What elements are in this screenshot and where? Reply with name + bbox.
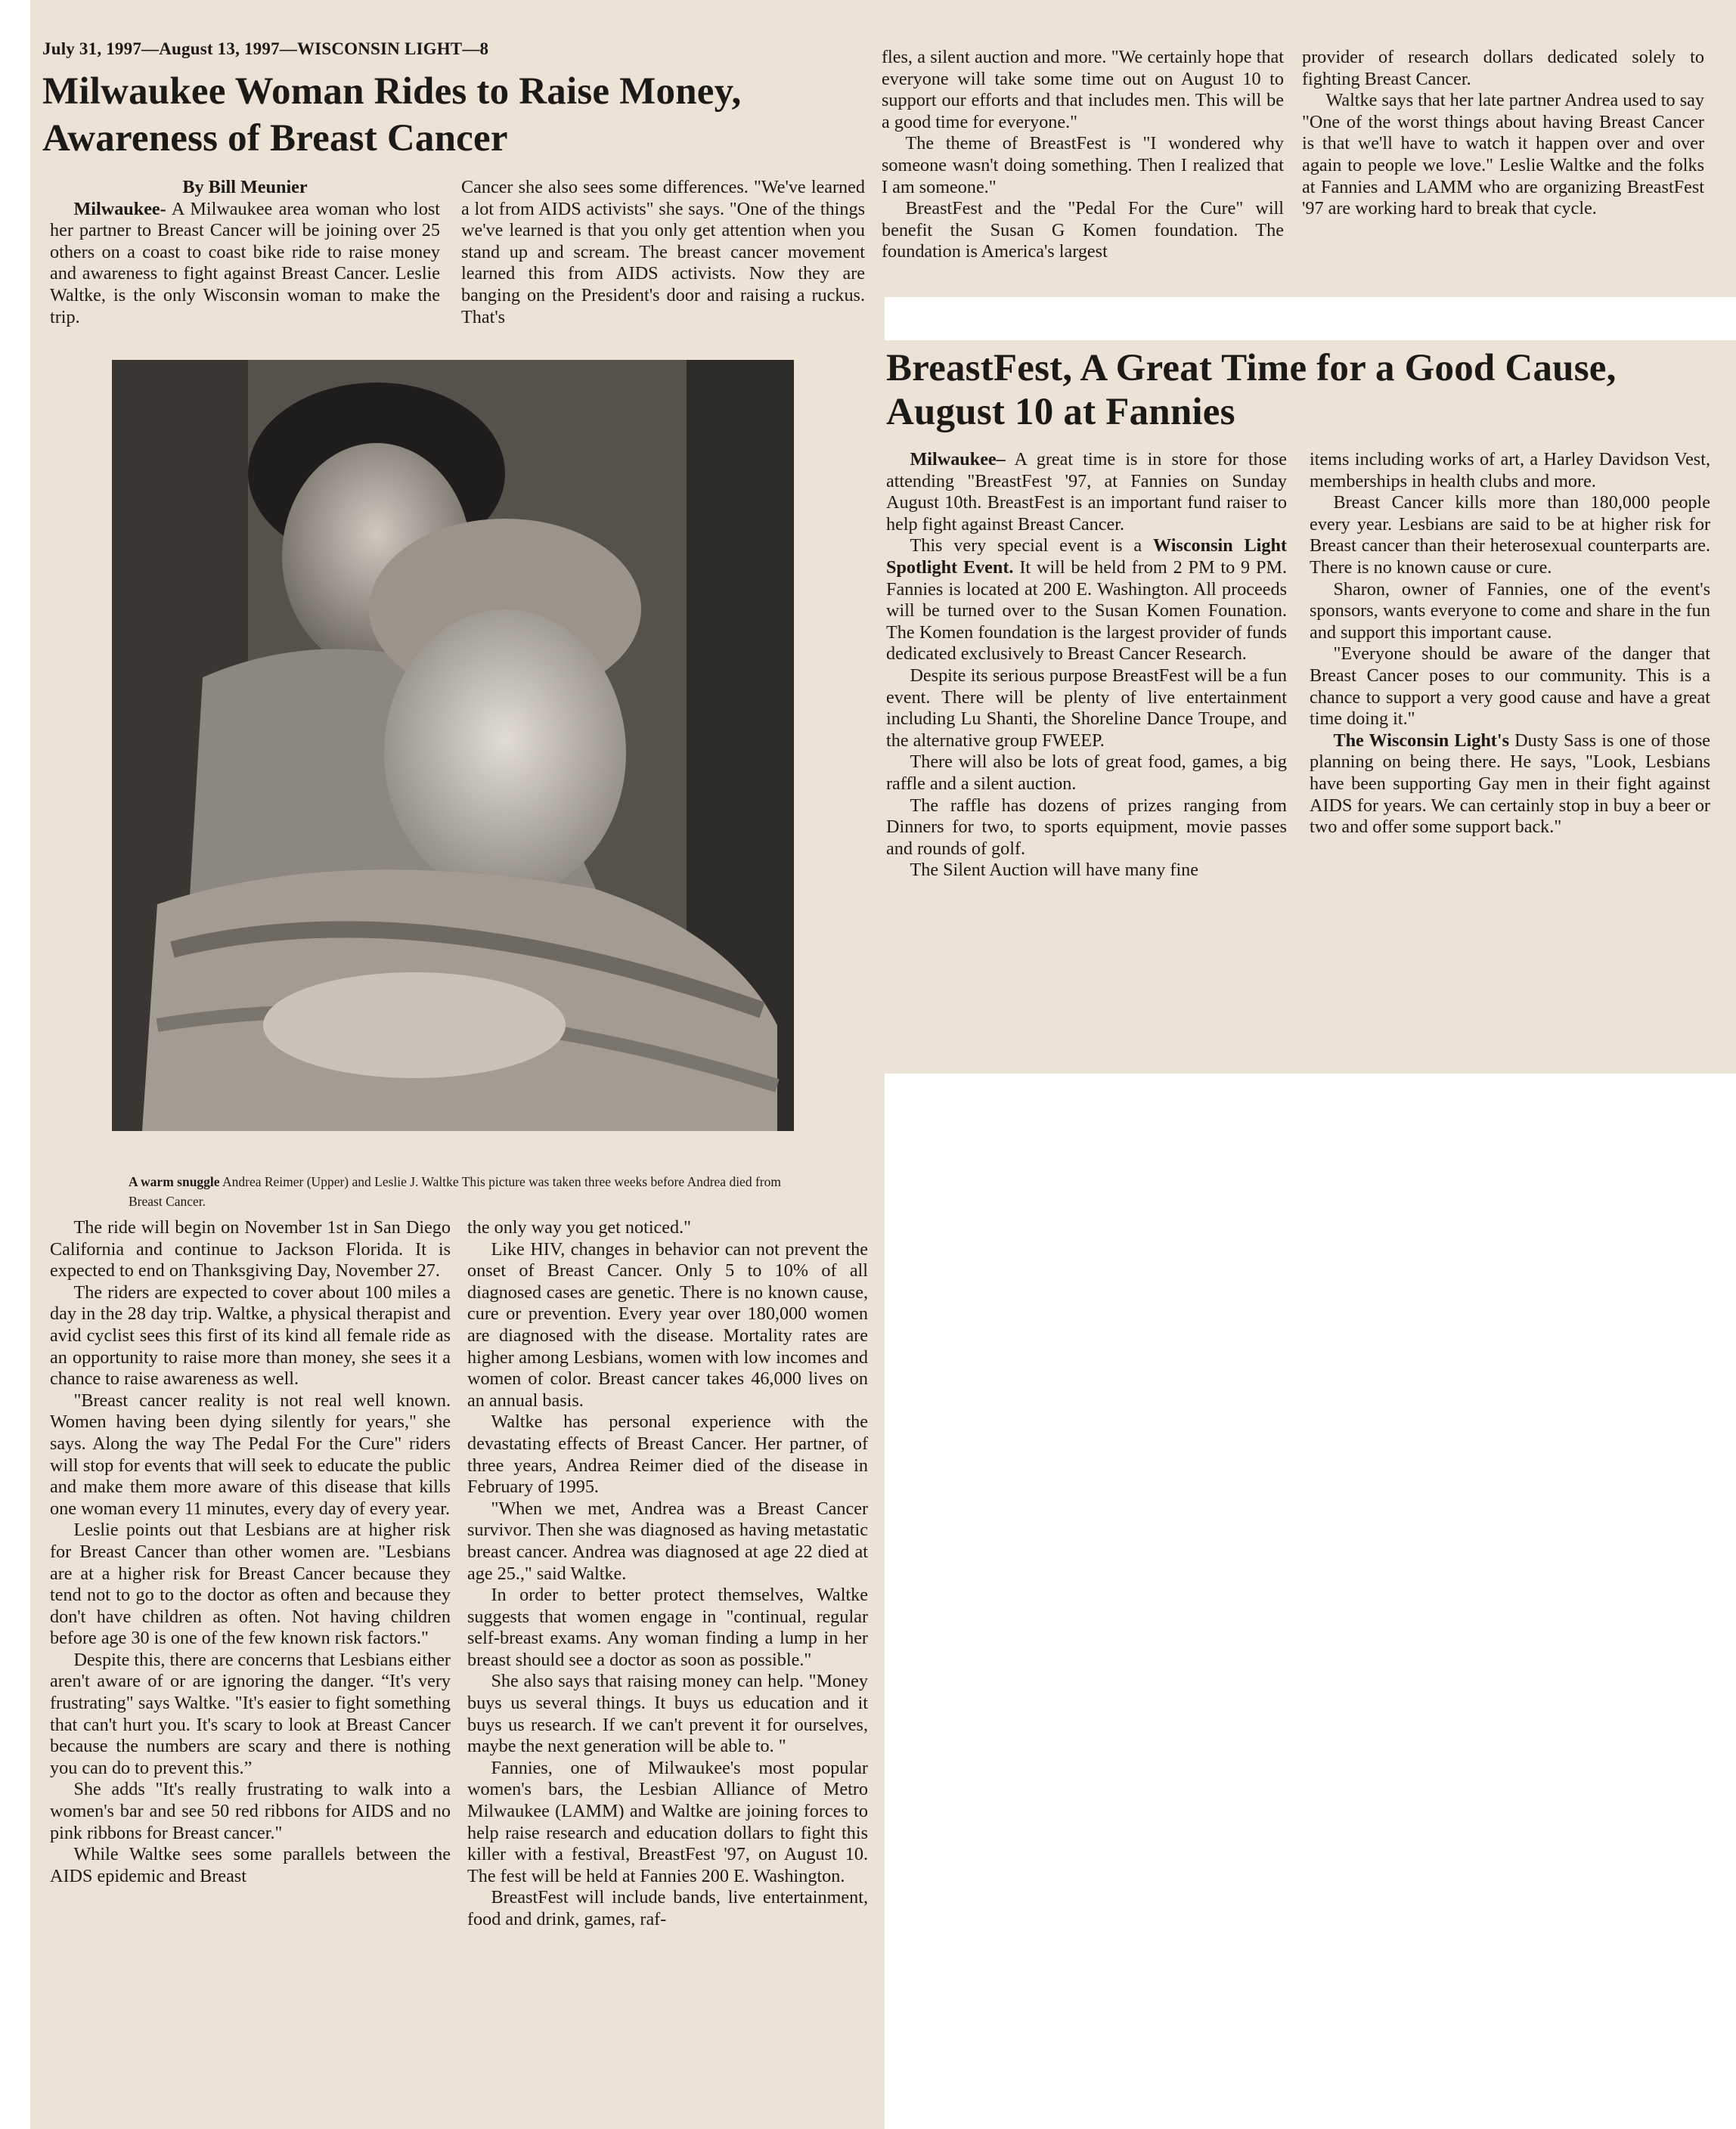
- article-headline: [42, 70, 874, 160]
- paragraph: Waltke has personal experience with the devastating effects of Breast Cancer. Her partner, of three years, Andrea Reimer died of the disease in February of 1995.: [467, 1412, 868, 1498]
- page-header: July 31, 1997—August 13, 1997—WISCONSIN LIGHT—8: [42, 39, 489, 58]
- paragraph: Fannies, one of Milwaukee's most popular women's bars, the Lesbian Alliance of Metro Milwaukee (LAMM) and Waltke are joining forces to help raise research and education dollars to fight this killer with a festival, BreastFest '97, on August 10. The fest will be held at Fannies 200 E. Washington.: [467, 1757, 868, 1886]
- paragraph: Cancer she also sees some differences. "We've learned a lot from AIDS activists" she says. "One of the things we've learned is that you only get attention when you stand up and scream. The breast cancer movement learned this from AIDS activists. Now they are banging on the President's door and raising a ruckus. That's: [461, 177, 865, 327]
- paragraph: Despite this, there are concerns that Lesbians either aren't aware of or are ignoring the danger. “It's very frustrating" says Waltke. "It's easier to fight something that can't hurt you. It's scary to look at Breast Cancer because the numbers are scary and there is nothing you can do to prevent this.”: [50, 1649, 451, 1778]
- paragraph: The theme of BreastFest is "I wondered why someone wasn't doing something. Then I realized that I am someone.": [882, 133, 1284, 197]
- photo-caption: [129, 1172, 809, 1211]
- dateline: Milwaukee-: [73, 198, 166, 219]
- spotlight-event: Wisconsin Light Spotlight Event.: [886, 535, 1287, 578]
- paragraph: Milwaukee– A great time is in store for those attending "BreastFest '97, at Fannies on Sunday August 10th. BreastFest is an important fund raiser to help fight against Breast Cancer.: [886, 449, 1287, 535]
- paragraph: Leslie points out that Lesbians are at higher risk for Breast Cancer than other women are. "Lesbians are at a higher risk for Breast Cancer because they tend not to go to the doctor as often and because they don't have children as often. Not having children before age 30 is one of the few known risk factors.": [50, 1520, 451, 1649]
- publication-name: The Wisconsin Light's: [1333, 730, 1509, 751]
- paragraph: She adds "It's really frustrating to walk into a women's bar and see 50 red ribbons for AIDS and no pink ribbons for Breast cancer.": [50, 1779, 451, 1843]
- headline-line-1: Milwaukee Woman Rides to Raise Money,: [42, 70, 742, 113]
- article-col3: [882, 47, 1284, 263]
- paragraph: the only way you get noticed.": [467, 1217, 692, 1238]
- photo-illustration: [112, 360, 794, 1131]
- paragraph: items including works of art, a Harley Davidson Vest, memberships in health clubs and more.: [1310, 449, 1710, 491]
- paragraph: Breast Cancer kills more than 180,000 people every year. Lesbians are said to be at higher risk for Breast cancer than their heterosexual counterparts are. There is no known cause or cure.: [1310, 492, 1710, 578]
- paragraph: Sharon, owner of Fannies, one of the event's sponsors, wants everyone to come and share in the fun and support this important cause.: [1310, 578, 1710, 643]
- byline: By Bill Meunier: [182, 177, 308, 197]
- article-col1-top: [50, 177, 440, 328]
- headline-line-2: Awareness of Breast Cancer: [42, 117, 508, 160]
- caption-lead: A warm snuggle: [129, 1174, 220, 1189]
- caption-text: Andrea Reimer (Upper) and Leslie J. Waltke This picture was taken three weeks before Andrea died from Breast Cancer.: [129, 1174, 781, 1209]
- paragraph: The raffle has dozens of prizes ranging from Dinners for two, to sports equipment, movie passes and rounds of golf.: [886, 795, 1287, 859]
- article-col2-bottom: [467, 1217, 868, 1931]
- photo-andrea-leslie: [112, 360, 794, 1131]
- paragraph: She also says that raising money can help. "Money buys us several things. It buys us education and it buys us research. If we can't prevent it for ourselves, maybe the next generation will be able to. ": [467, 1671, 868, 1757]
- paragraph: The Wisconsin Light's Dusty Sass is one of those planning on being there. He says, "Look, Lesbians have been supporting Gay men in their fight against AIDS for years. We can certainly stop in buy a beer or two and offer some support back.": [1310, 730, 1711, 838]
- paragraph: The riders are expected to cover about 100 miles a day in the 28 day trip. Waltke, a physical therapist and avid cyclist sees this first of its kind all female ride as an opportunity to raise more than money, she sees it a chance to raise awareness as well.: [50, 1281, 451, 1390]
- article-col2-top: [461, 177, 865, 328]
- paragraph: BreastFest and the "Pedal For the Cure" will benefit the Susan G Komen foundation. The foundation is America's largest: [882, 198, 1284, 262]
- paragraph: Milwaukee- A Milwaukee area woman who lost her partner to Breast Cancer will be joining over 25 others on a coast to coast bike ride to raise money and awareness to fight against Breast Cancer. Leslie Waltke, is the only Wisconsin woman to make the trip.: [50, 198, 440, 327]
- paragraph: There will also be lots of great food, games, a big raffle and a silent auction.: [886, 752, 1287, 794]
- paragraph: Like HIV, changes in behavior can not prevent the onset of Breast Cancer. Only 5 to 10% of all diagnosed cases are genetic. There is no known cause, cure or prevention. Every year over 180,000 women are diagnosed with the disease. Mortality rates are higher among Lesbians, women with low incomes and women of color. Breast cancer takes 46,000 lives on an annual basis.: [467, 1238, 868, 1411]
- paragraph: In order to better protect themselves, Waltke suggests that women engage in "continual, regular self-breast exams. Any woman finding a lump in her breast should see a doctor as soon as possible.": [467, 1585, 868, 1670]
- headline-line-2: August 10 at Fannies: [886, 391, 1235, 433]
- paragraph: Waltke says that her late partner Andrea used to say "One of the worst things about having Breast Cancer is that we'll have to watch it happen over and over again to people we love." Leslie Waltke and the folks at Fannies and LAMM who are organizing BreastFest '97 are working hard to break that cycle.: [1302, 90, 1704, 219]
- paragraph: fles, a silent auction and more. "We certainly hope that everyone will take some time out on August 10 to support our efforts and that includes men. This will be a good time for everyone.": [882, 47, 1284, 132]
- paragraph: BreastFest will include bands, live entertainment, food and drink, games, raf-: [467, 1887, 868, 1929]
- headline-line-1: BreastFest, A Great Time for a Good Cause,: [886, 347, 1617, 389]
- paragraph: The Silent Auction will have many fine: [910, 860, 1198, 881]
- breastfest-headline: [886, 346, 1725, 434]
- paragraph: "Everyone should be aware of the danger that Breast Cancer poses to our community. This is a chance to support a very good cause and have a great time doing it.": [1310, 643, 1710, 730]
- article-col1-bottom: [50, 1217, 451, 1887]
- paragraph: "Breast cancer reality is not real well known. Women having been dying silently for years," she says. Along the way The Pedal For the Cure" riders will stop for events that will seek to educate the public and make them more aware of this disease that kills one woman every 11 minutes, every day of every year.: [50, 1390, 451, 1519]
- paragraph: Despite its serious purpose BreastFest will be a fun event. There will be plenty of live entertainment including Lu Shanti, the Shoreline Dance Troupe, and the alternative group FWEEP.: [886, 665, 1287, 751]
- breastfest-col2: [1310, 449, 1710, 838]
- paragraph: provider of research dollars dedicated solely to fighting Breast Cancer.: [1302, 47, 1704, 89]
- breastfest-col1: [886, 449, 1287, 882]
- article-col4: [1302, 47, 1704, 220]
- paragraph: "When we met, Andrea was a Breast Cancer survivor. Then she was diagnosed as having metastatic breast cancer. Andrea was diagnosed at age 22 died at age 25.," said Waltke.: [467, 1498, 868, 1584]
- dateline: Milwaukee–: [910, 449, 1006, 469]
- paragraph: This very special event is a Wisconsin Light Spotlight Event. It will be held from 2 PM to 9 PM. Fannies is located at 200 E. Washington. All proceeds will be turned over to the Susan Komen Founation. The Komen foundation is the largest provider of funds dedicated exclusively to Breast Cancer Research.: [886, 535, 1288, 665]
- paragraph: While Waltke sees some parallels between the AIDS epidemic and Breast: [50, 1844, 451, 1886]
- paragraph: The ride will begin on November 1st in San Diego California and continue to Jackson Florida. It is expected to end on Thanksgiving Day, November 27.: [50, 1217, 451, 1281]
